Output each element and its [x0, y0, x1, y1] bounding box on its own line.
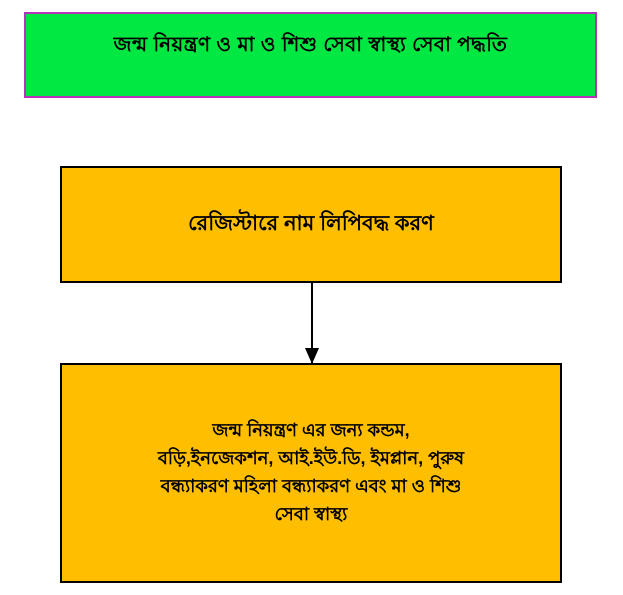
flow-box-services-line-3: বন্ধ্যাকরণ মহিলা বন্ধ্যাকরণ এবং মা ও শিশু — [160, 476, 462, 496]
page-title: জন্ম নিয়ন্ত্রণ ও মা ও শিশু সেবা স্বাস্থ্য সেবা পদ্ধতি — [113, 34, 508, 56]
flow-box-services-line-2: বড়ি,ইনজেকশন, আই.ইউ.ডি, ইমপ্লান, পুরুষ — [157, 448, 465, 469]
flow-box-services — [60, 363, 562, 583]
title-banner — [24, 12, 597, 98]
flow-box-services-line-4: সেবা স্বাস্থ্য — [274, 503, 348, 524]
flow-box-register-label: রেজিস্টারে নাম লিপিবদ্ধ করণ — [188, 212, 434, 235]
flow-box-services-line-1: জন্ম নিয়ন্ত্রণ এর জন্য কন্ডম, — [212, 420, 410, 441]
arrow-down-icon — [305, 348, 319, 364]
flow-box-register — [60, 166, 562, 283]
